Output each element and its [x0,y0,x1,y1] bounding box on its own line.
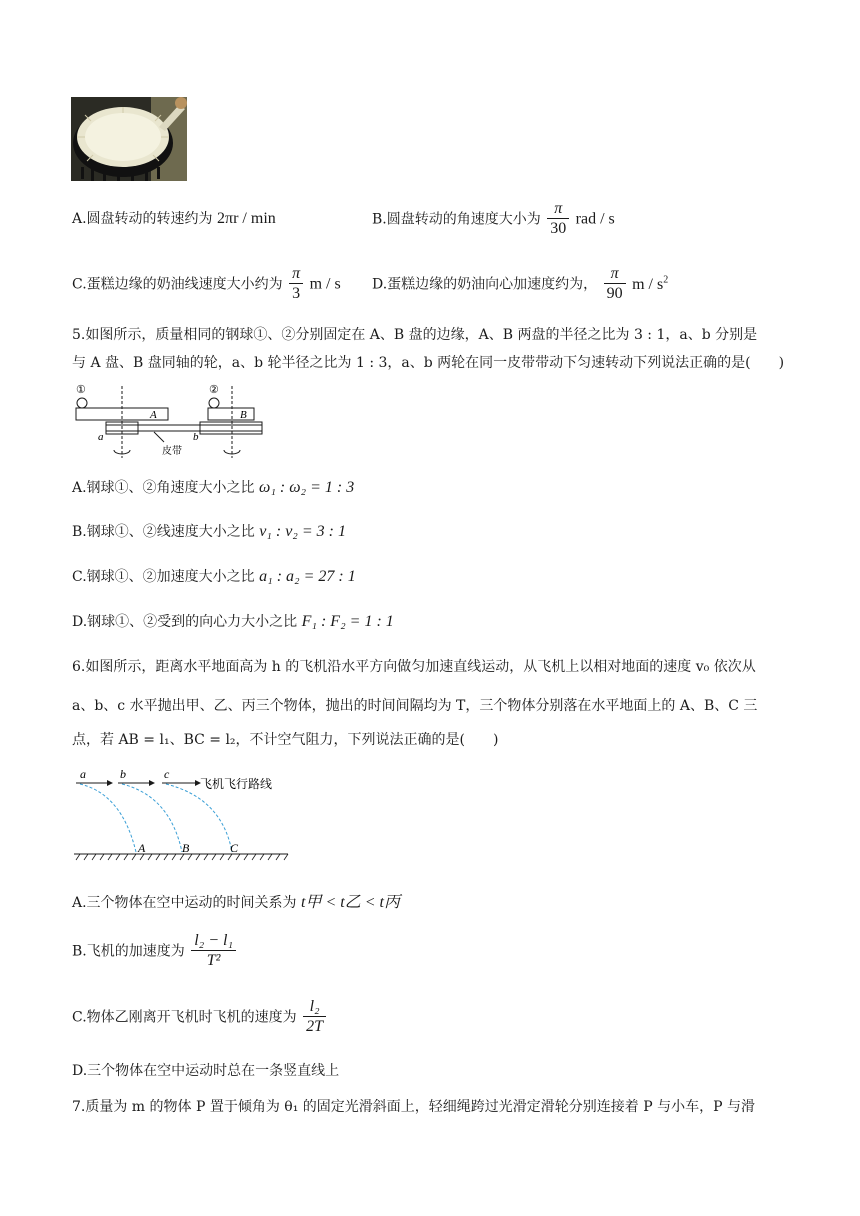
option-text: A.钢球①、②角速度大小之比 [72,480,255,496]
wheel-b-label: b [193,431,199,443]
q4-option-c [72,265,341,304]
q5-option-c [72,566,356,586]
q5-stem-line1: 5.如图所示，质量相同的钢球①、②分别固定在 A、B 盘的边缘，A、B 两盘的半径之比为 3 : 1，a、b 分别是 [72,327,758,343]
q6-projectile-diagram [72,766,290,862]
q4-option-a [72,208,276,228]
ball1-label: ① [76,384,86,396]
fraction [604,265,626,304]
option-unit: rad / s [575,210,615,228]
option-unit-text: m / s [632,275,664,293]
q6-stem-line2: a、b、c 水平抛出甲、乙、丙三个物体，抛出的时间间隔均为 T，三个物体分别落在水平地面上的 A、B、C 三 [72,698,758,714]
point-c-label: c [164,767,170,781]
fraction-denominator: T² [206,952,221,969]
option-text: D.钢球①、②受到的向心力大小之比 [72,614,298,630]
ball2-label: ② [209,384,219,396]
squared: 2 [663,274,669,286]
option-math: a₁ : a₂ = 27 : 1 [259,568,356,585]
fraction-numerator: π [547,200,569,219]
q7-stem-line1: 7.质量为 m 的物体 P 置于倾角为 θ₁ 的固定光滑斜面上，轻细绳跨过光滑定滑轮分别连接着 P 与小车，P 与滑 [72,1099,755,1115]
fraction-numerator: l₂ [303,998,326,1017]
fraction-denominator: 30 [550,220,567,237]
ground-c-label: C [230,841,239,855]
fraction-numerator: π [604,265,626,284]
option-math: F₁ : F₂ = 1 : 1 [301,613,394,630]
option-text: C.物体乙刚离开飞机时飞机的速度为 [72,1009,297,1026]
q4-option-d [372,265,668,304]
option-math: ω₁ : ω₂ = 1 : 3 [259,479,355,496]
flight-path-label: 飞机飞行路线 [200,777,273,791]
point-a-label: a [80,767,86,781]
ground-b-label: B [182,841,190,855]
option-text: A.圆盘转动的转速约为 [72,211,213,227]
option-text: B.钢球①、②线速度大小之比 [72,524,255,540]
q5-stem-line2: 与 A 盘、B 盘同轴的轮，a、b 轮半径之比为 1 : 3，a、b 两轮在同一皮带带动下匀速转动下列说法正确的是( ) [72,355,785,371]
q6-stem-line3: 点，若 AB = l₁、BC = l₂，不计空气阻力，下列说法正确的是( ) [72,732,499,748]
cake-turntable-photo [71,97,187,181]
option-text: B.圆盘转动的角速度大小为 [372,211,541,228]
fraction [547,200,569,239]
option-text: B.飞机的加速度为 [72,943,185,960]
q5-option-a [72,477,354,497]
q5-belt-diagram [72,382,272,460]
disk-b-label: B [240,409,247,421]
option-unit: m / s [309,275,341,293]
fraction-denominator: 2T [306,1018,324,1035]
option-math: v₁ : v₂ = 3 : 1 [259,523,346,540]
q6-option-b [72,932,238,971]
option-text: A.三个物体在空中运动的时间关系为 [72,895,297,911]
option-text: D.蛋糕边缘的奶油向心加速度约为， [372,276,598,293]
fraction-denominator: 3 [292,285,301,302]
disk-a-label: A [150,409,157,421]
point-b-label: b [120,767,126,781]
fraction [303,998,326,1037]
q5-option-d [72,611,394,631]
option-math: t甲 < t乙 < t丙 [301,894,400,911]
option-math: 2πr / min [217,210,276,227]
q6-option-c [72,998,328,1037]
belt-label: 皮带 [162,446,182,457]
fraction [191,932,236,971]
q6-stem-line1: 6.如图所示，距离水平地面高为 h 的飞机沿水平方向做匀加速直线运动，从飞机上以相对地面的速度 v₀ 依次从 [72,659,756,675]
option-text: C.蛋糕边缘的奶油线速度大小约为 [72,276,283,293]
ground-a-label: A [138,841,146,855]
option-unit [632,276,668,293]
q4-option-b [372,200,615,239]
q5-option-b [72,521,346,541]
fraction-denominator: 90 [606,285,623,302]
q6-option-a [72,889,400,912]
fraction-numerator: l₂ − l₁ [191,932,236,951]
q6-option-d: D.三个物体在空中运动时总在一条竖直线上 [72,1063,340,1079]
wheel-a-label: a [98,431,104,443]
fraction [289,265,303,304]
option-text: C.钢球①、②加速度大小之比 [72,569,255,585]
fraction-numerator: π [289,265,303,284]
